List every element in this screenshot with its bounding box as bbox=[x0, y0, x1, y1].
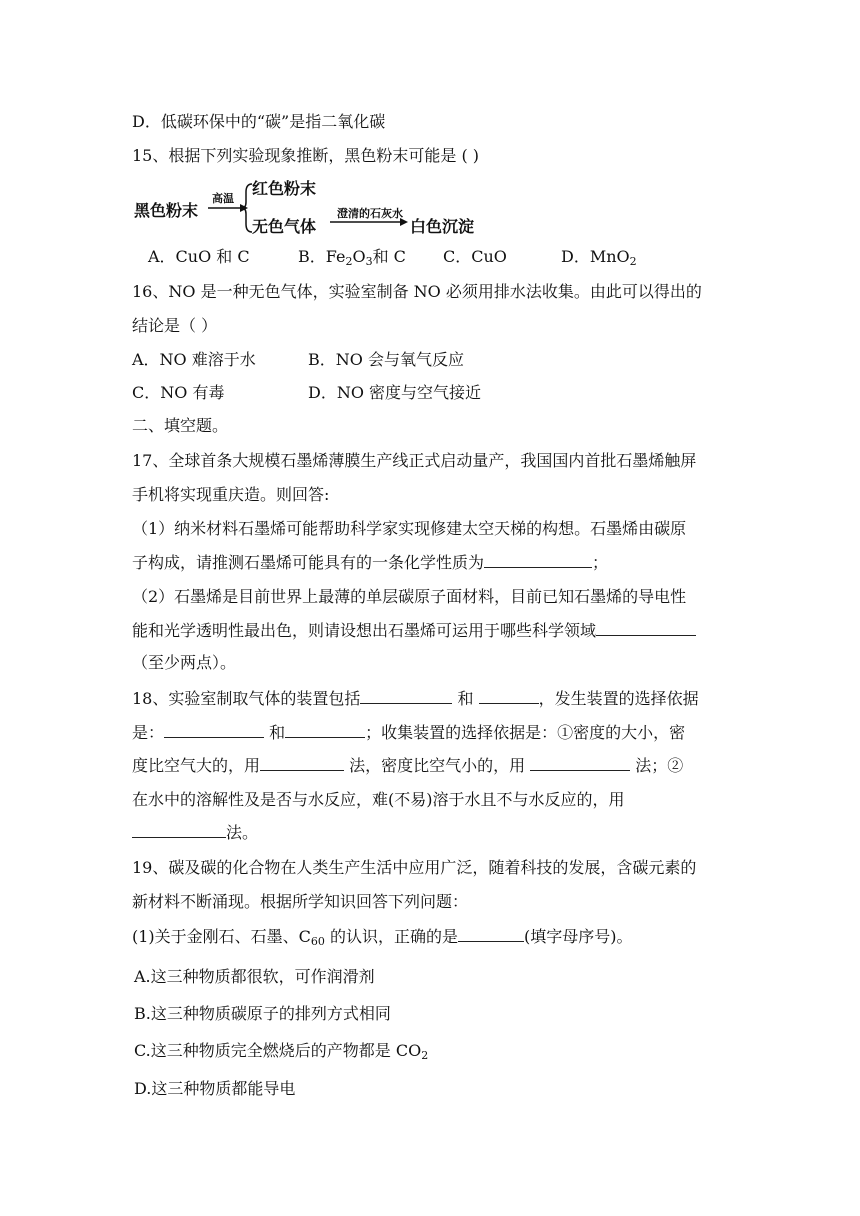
q15-reaction-diagram bbox=[134, 174, 484, 240]
q17-part1-blank[interactable] bbox=[484, 552, 592, 568]
q17-part2-blank[interactable] bbox=[596, 620, 696, 636]
q18-blank-5[interactable] bbox=[260, 755, 344, 771]
q18-line3: 度比空气大的，用 法，密度比空气小的，用 法；② bbox=[132, 756, 684, 775]
q15-option-a: A．CuO 和 C bbox=[148, 247, 250, 266]
q18-blank-3[interactable] bbox=[164, 722, 264, 738]
q17-part2-line1: （2）石墨烯是目前世界上最薄的单层碳原子面材料，目前已知石墨烯的导电性 bbox=[132, 587, 687, 606]
q18-blank-4[interactable] bbox=[285, 722, 365, 738]
q18-blank-1[interactable] bbox=[360, 688, 452, 704]
q19-option-b: B.这三种物质碳原子的排列方式相同 bbox=[134, 1004, 391, 1023]
q19-stem-line1: 19、碳及碳的化合物在人类生产生活中应用广泛，随着科技的发展，含碳元素的 bbox=[132, 858, 697, 877]
q16-options-row2 bbox=[132, 382, 481, 404]
q16-option-c: C．NO 有毒 bbox=[132, 383, 225, 402]
diagram-start: 黑色粉末 bbox=[134, 201, 199, 220]
diagram-product-gas: 无色气体 bbox=[252, 217, 317, 236]
q18-blank-7[interactable] bbox=[132, 822, 226, 838]
q17-part2-line3: （至少两点）。 bbox=[132, 653, 237, 672]
q16-options-row1 bbox=[132, 349, 464, 371]
q16-option-a: A．NO 难溶于水 bbox=[132, 350, 256, 369]
q17-part1-line1: （1）纳米材料石墨烯可能帮助科学家实现修建太空天梯的构想。石墨烯由碳原 bbox=[132, 519, 687, 538]
q15-options bbox=[148, 246, 637, 268]
q15-option-c: C．CuO bbox=[443, 247, 507, 266]
diagram-product-red-powder: 红色粉末 bbox=[252, 179, 317, 198]
q15-stem: 15、根据下列实验现象推断，黑色粉末可能是 ( ) bbox=[132, 146, 480, 165]
q19-option-d: D.这三种物质都能导电 bbox=[134, 1079, 296, 1098]
q18-line4: 在水中的溶解性及是否与水反应，难(不易)溶于水且不与水反应的，用 bbox=[132, 790, 625, 809]
q19-sub1-blank[interactable] bbox=[458, 926, 524, 942]
q18-line2: 是： 和 ；收集装置的选择依据是：①密度的大小，密 bbox=[132, 723, 686, 742]
q16-stem-line2: 结论是（ ） bbox=[132, 316, 218, 335]
q16-stem-line1: 16、NO 是一种无色气体，实验室制备 NO 必须用排水法收集。由此可以得出的 bbox=[132, 282, 702, 301]
q19-option-a: A.这三种物质都很软，可作润滑剂 bbox=[134, 967, 375, 986]
q15-option-b: B．$Fe_2O_3$和 C bbox=[298, 247, 406, 268]
q18-blank-2[interactable] bbox=[479, 688, 539, 704]
q18-line5: 法。 bbox=[132, 822, 258, 844]
section-fill-in-heading: 二、填空题。 bbox=[132, 416, 229, 435]
q17-part1-line2: 子构成，请推测石墨烯可能具有的一条化学性质为 ； bbox=[132, 553, 609, 572]
q15-option-d: D．MnO$_2$ bbox=[561, 247, 637, 268]
q19-stem-line2: 新材料不断涌现。根据所学知识回答下列问题： bbox=[132, 892, 469, 911]
q16-option-d: D．NO 密度与空气接近 bbox=[308, 383, 482, 402]
diagram-reagent: 澄清的石灰水 bbox=[337, 207, 403, 220]
q18-blank-6[interactable] bbox=[530, 755, 630, 771]
q16-option-b: B．NO 会与氧气反应 bbox=[308, 350, 464, 369]
q19-sub1: (1)关于金刚石、石墨、$C_{60}$ 的认识，正确的是 (填字母序号)。 bbox=[132, 927, 633, 948]
diagram-result: 白色沉淀 bbox=[410, 217, 475, 236]
q19-option-c: C.这三种物质完全燃烧后的产物都是 $CO_2$ bbox=[134, 1041, 429, 1062]
q17-part2-line2: 能和光学透明性最出色，则请设想出石墨烯可运用于哪些科学领域 bbox=[132, 620, 696, 642]
diagram-condition: 高温 bbox=[212, 192, 234, 205]
q14-option-d: D．低碳环保中的“碳”是指二氧化碳 bbox=[132, 112, 386, 131]
q17-stem-line2: 手机将实现重庆造。则回答: bbox=[132, 485, 330, 504]
q17-stem-line1: 17、全球首条大规模石墨烯薄膜生产线正式启动量产，我国国内首批石墨烯触屏 bbox=[132, 451, 697, 470]
q18-line1: 18、实验室制取气体的装置包括 和 ，发生装置的选择依据 bbox=[132, 689, 699, 708]
